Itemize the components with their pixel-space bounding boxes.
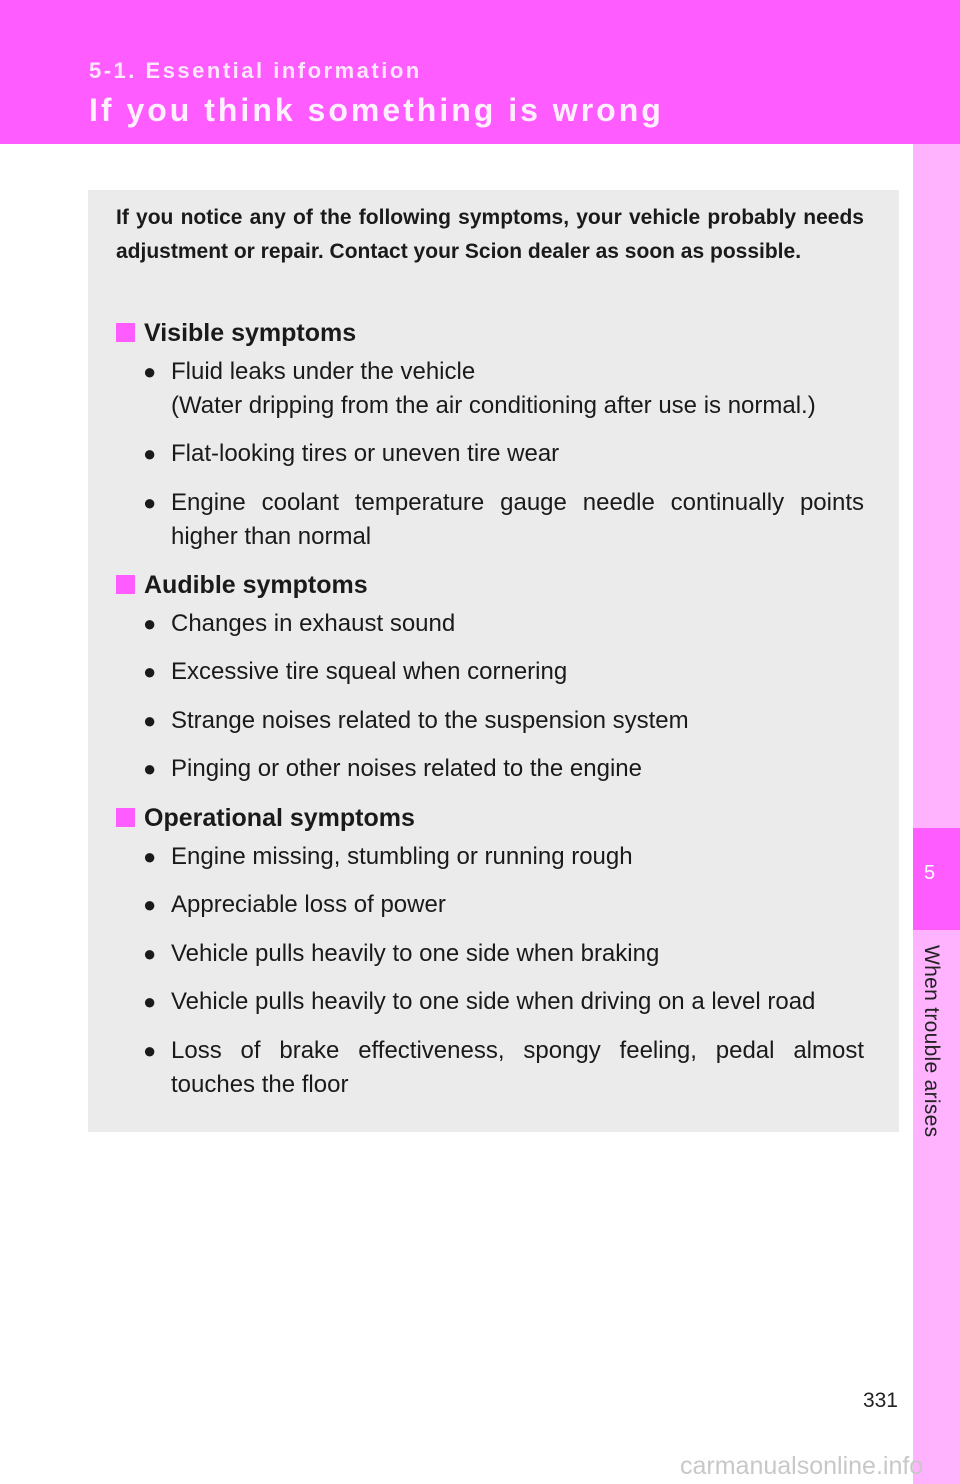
bullet-icon: ● (143, 708, 157, 733)
list-item (143, 704, 864, 738)
section-heading-operational (116, 802, 415, 834)
list-item (143, 937, 864, 971)
list-item (143, 840, 864, 874)
list-item (143, 355, 864, 423)
list-item-text: Engine coolant temperature gauge needle continually points higher than normal (171, 489, 864, 550)
chapter-name: When trouble arises (920, 945, 943, 1138)
section-heading-audible (116, 569, 368, 601)
list-item-text: Strange noises related to the suspension system (171, 707, 689, 734)
list-item-text: Vehicle pulls heavily to one side when braking (171, 940, 660, 967)
section-heading-text: Operational symptoms (144, 804, 415, 832)
list-item-text: Pinging or other noises related to the engine (171, 755, 642, 782)
bullet-icon: ● (143, 844, 157, 869)
list-item-text: Flat-looking tires or uneven tire wear (171, 440, 560, 467)
bullet-icon: ● (143, 490, 157, 515)
section-heading-visible (116, 317, 356, 349)
list-item-text: Engine missing, stumbling or running rough (171, 843, 633, 870)
square-bullet-icon (116, 323, 135, 342)
list-item-text: Changes in exhaust sound (171, 610, 456, 637)
list-item (143, 437, 864, 471)
section-heading-text: Audible symptoms (144, 571, 368, 599)
list-item-text: Excessive tire squeal when cornering (171, 658, 568, 685)
bullet-icon: ● (143, 892, 157, 917)
side-strip (913, 144, 960, 1484)
page-title: If you think something is wrong (89, 92, 664, 128)
list-item (143, 1034, 864, 1102)
list-item (143, 486, 864, 554)
list-item-text: Appreciable loss of power (171, 891, 446, 918)
square-bullet-icon (116, 575, 135, 594)
square-bullet-icon (116, 808, 135, 827)
bullet-icon: ● (143, 1038, 157, 1063)
list-item-text: Loss of brake effectiveness, spongy feeling, pedal almost touches the floor (171, 1037, 864, 1098)
list-item-text: Fluid leaks under the vehicle (Water dripping from the air conditioning after use is normal.) (171, 358, 816, 419)
chapter-number: 5 (923, 862, 936, 884)
list-item (143, 888, 864, 922)
bullet-icon: ● (143, 989, 157, 1014)
watermark: carmanualsonline.info (680, 1452, 924, 1480)
page-number: 331 (862, 1389, 898, 1412)
bullet-icon: ● (143, 441, 157, 466)
list-item-text: Vehicle pulls heavily to one side when driving on a level road (171, 988, 816, 1015)
bullet-icon: ● (143, 611, 157, 636)
bullet-icon: ● (143, 941, 157, 966)
bullet-icon: ● (143, 756, 157, 781)
bullet-icon: ● (143, 659, 157, 684)
section-label: 5-1. Essential information (89, 58, 422, 83)
list-item (143, 655, 864, 689)
bullet-icon: ● (143, 359, 157, 384)
list-item (143, 607, 864, 641)
list-item (143, 752, 864, 786)
list-item (143, 985, 864, 1019)
section-heading-text: Visible symptoms (144, 319, 357, 347)
intro-text: If you notice any of the following symptoms, your vehicle probably needs adjustment or repair. Contact your Scion dealer as soon as possible. (116, 206, 864, 263)
